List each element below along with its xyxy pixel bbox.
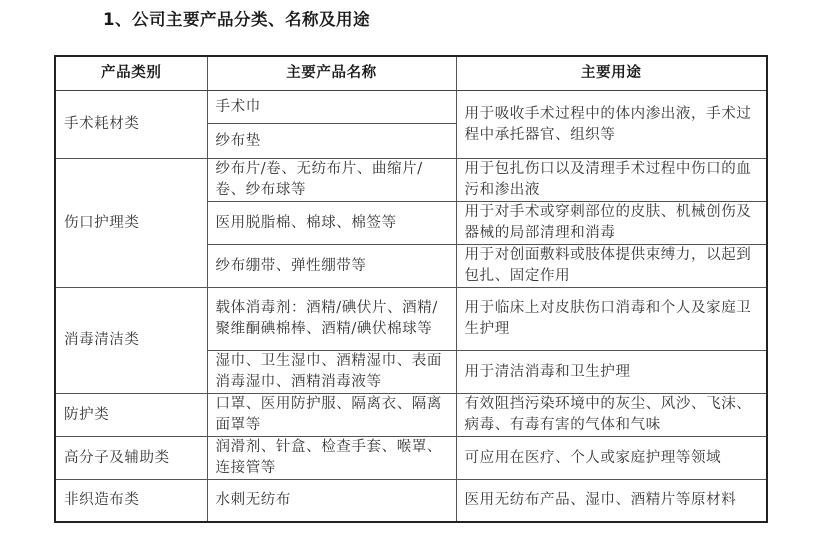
- main-use-cell: 用于对手术或穿刺部位的皮肤、机械创伤及器械的局部清理和消毒: [456, 202, 767, 245]
- header-product-name: 主要产品名称: [207, 56, 456, 91]
- product-name-cell: 医用脱脂棉、棉球、棉签等: [207, 202, 456, 245]
- category-cell: 高分子及辅助类: [55, 437, 207, 480]
- category-cell: 防护类: [55, 394, 207, 437]
- category-cell: 消毒清洁类: [55, 288, 207, 394]
- table-row: [55, 91, 767, 124]
- product-name-cell: 手术巾: [207, 91, 456, 124]
- product-name-cell: 纱布片/卷、无纺布片、曲缩片/卷、纱布球等: [207, 159, 456, 202]
- product-name-cell: 润滑剂、针盒、检查手套、喉罩、连接管等: [207, 437, 456, 480]
- product-name-cell: 纱布垫: [207, 124, 456, 159]
- table-row: [55, 288, 767, 351]
- product-name-cell: 纱布绷带、弹性绷带等: [207, 245, 456, 288]
- main-use-cell: 用于清洁消毒和卫生护理: [456, 351, 767, 394]
- category-cell: 非织造布类: [55, 480, 207, 522]
- main-use-cell: 用于对创面敷料或肢体提供束缚力，以起到包扎、固定作用: [456, 245, 767, 288]
- category-cell: 手术耗材类: [55, 91, 207, 159]
- main-use-cell: 用于包扎伤口以及清理手术过程中伤口的血污和渗出液: [456, 159, 767, 202]
- table-header-row: [55, 56, 767, 91]
- main-use-cell: 有效阻挡污染环境中的灰尘、风沙、飞沫、病毒、有毒有害的气体和气味: [456, 394, 767, 437]
- product-name-cell: 载体消毒剂：酒精/碘伏片、酒精/聚维酮碘棉棒、酒精/碘伏棉球等: [207, 288, 456, 351]
- product-name-cell: 水刺无纺布: [207, 480, 456, 522]
- product-name-cell: 口罩、医用防护服、隔离衣、隔离面罩等: [207, 394, 456, 437]
- header-category: 产品类别: [55, 56, 207, 91]
- main-use-cell: 可应用在医疗、个人或家庭护理等领域: [456, 437, 767, 480]
- product-name-cell: 湿巾、卫生湿巾、酒精湿巾、表面消毒湿巾、酒精消毒液等: [207, 351, 456, 394]
- category-cell: 伤口护理类: [55, 159, 207, 288]
- table-row: [55, 480, 767, 522]
- table-row: [55, 394, 767, 437]
- section-title: 1、公司主要产品分类、名称及用途: [103, 10, 370, 29]
- header-main-use: 主要用途: [456, 56, 767, 91]
- table-row: [55, 159, 767, 202]
- table-row: [55, 437, 767, 480]
- product-table: [54, 55, 768, 523]
- main-use-cell: 用于临床上对皮肤伤口消毒和个人及家庭卫生护理: [456, 288, 767, 351]
- main-use-cell: 医用无纺布产品、湿巾、酒精片等原材料: [456, 480, 767, 522]
- main-use-cell: 用于吸收手术过程中的体内渗出液，手术过程中承托器官、组织等: [456, 91, 767, 159]
